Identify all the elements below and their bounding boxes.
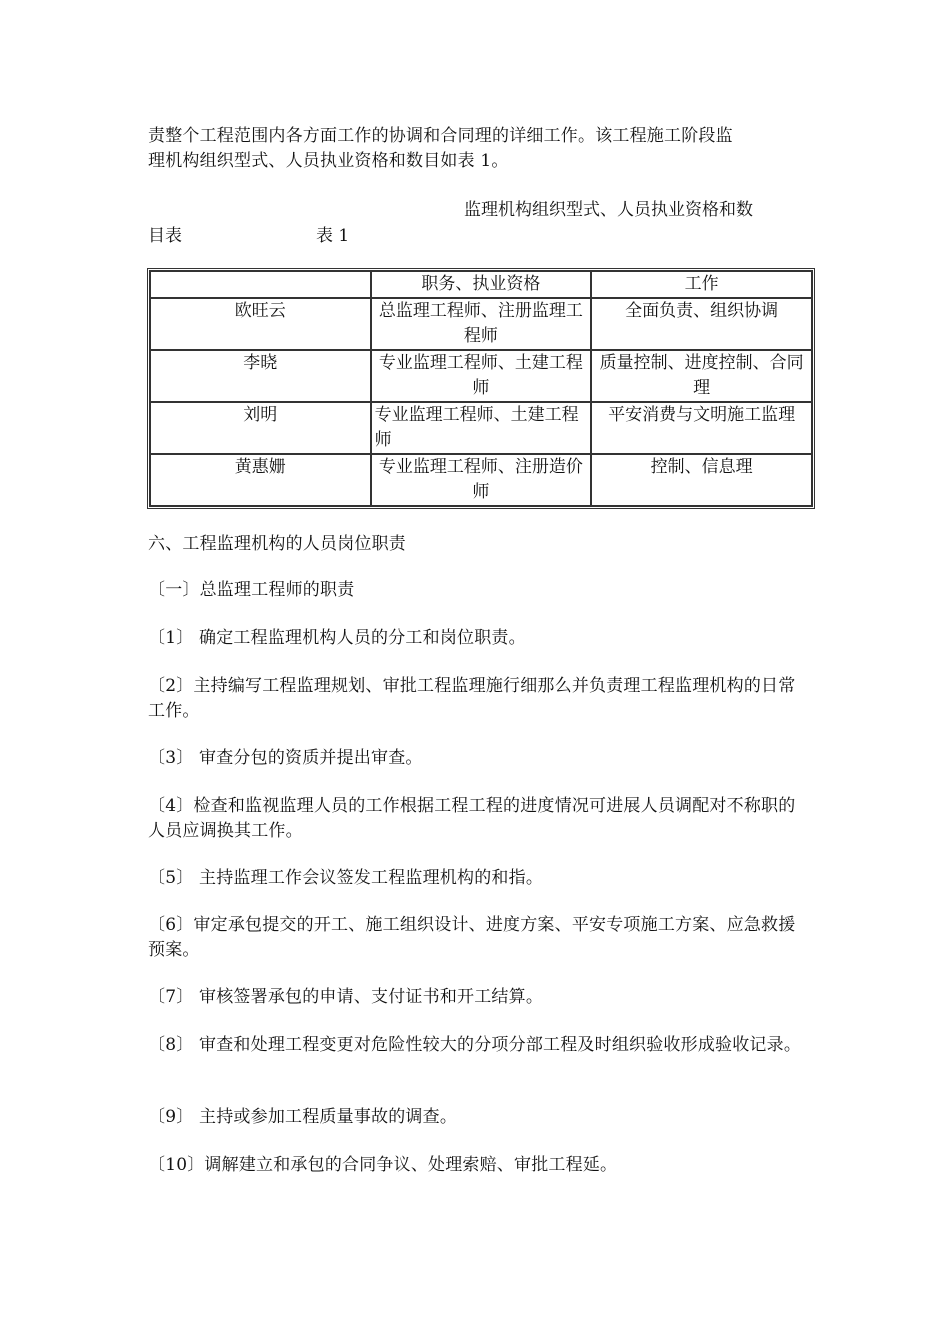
cell-title: 专业监理工程师、注册造价师 — [371, 454, 592, 506]
duty-item: 〔6〕审定承包提交的开工、施工组织设计、进度方案、平安专项施工方案、应急救援预案。 — [148, 915, 796, 960]
table-row — [150, 402, 812, 454]
cell-title: 专业监理工程师、土建工程师 — [371, 402, 592, 454]
cell-work: 质量控制、进度控制、合同理 — [591, 350, 812, 402]
table-row — [150, 350, 812, 402]
cell-title: 专业监理工程师、土建工程师 — [371, 350, 592, 402]
cell-work: 全面负责、组织协调 — [591, 298, 812, 350]
intro-line-1: 责整个工程范围内各方面工作的协调和合同理的详细工作。该工程施工阶段监 — [148, 126, 733, 146]
duty-item: 〔1〕 确定工程监理机构人员的分工和岗位职责。 — [148, 628, 526, 648]
section-heading: 六、工程监理机构的人员岗位职责 — [148, 534, 406, 554]
duty-item: 〔5〕 主持监理工作会议签发工程监理机构的和指。 — [148, 868, 544, 888]
duty-item: 〔7〕 审核签署承包的申请、支付证书和开工结算。 — [148, 987, 544, 1007]
table-header-row — [150, 271, 812, 298]
duty-item: 〔2〕主持编写工程监理规划、审批工程监理施行细那么并负责理工程监理机构的日常工作。 — [148, 676, 796, 721]
table-row — [150, 454, 812, 506]
cell-name: 刘明 — [150, 402, 371, 454]
intro-paragraph — [148, 124, 808, 174]
intro-line-2: 理机构组织型式、人员执业资格和数目如表 1。 — [148, 151, 509, 171]
duty-item: 〔9〕 主持或参加工程质量事故的调查。 — [148, 1107, 458, 1127]
duty-item: 〔10〕调解建立和承包的合同争议、处理索赔、审批工程延。 — [148, 1155, 618, 1175]
table-caption-line-1: 监理机构组织型式、人员执业资格和数 — [464, 200, 753, 220]
cell-title: 总监理工程师、注册监理工程师 — [371, 298, 592, 350]
subsection-heading: 〔一〕总监理工程师的职责 — [148, 580, 355, 600]
table-number-label: 表 1 — [316, 226, 350, 246]
cell-work: 控制、信息理 — [591, 454, 812, 506]
cell-name: 欧旺云 — [150, 298, 371, 350]
header-name — [150, 271, 371, 298]
table-row — [150, 298, 812, 350]
table-caption-line-2: 目表 — [148, 226, 182, 246]
organization-table — [147, 268, 815, 509]
cell-work: 平安消费与文明施工监理 — [591, 402, 812, 454]
duty-item: 〔8〕 审查和处理工程变更对危险性较大的分项分部工程及时组织验收形成验收记录。 — [148, 1035, 802, 1055]
duty-item: 〔3〕 审查分包的资质并提出审查。 — [148, 748, 423, 768]
duty-item: 〔4〕检查和监视监理人员的工作根据工程工程的进度情况可进展人员调配对不称职的人员应调换其工作。 — [148, 796, 796, 841]
cell-name: 黄惠姗 — [150, 454, 371, 506]
header-work: 工作 — [591, 271, 812, 298]
header-title: 职务、执业资格 — [371, 271, 592, 298]
cell-name: 李晓 — [150, 350, 371, 402]
